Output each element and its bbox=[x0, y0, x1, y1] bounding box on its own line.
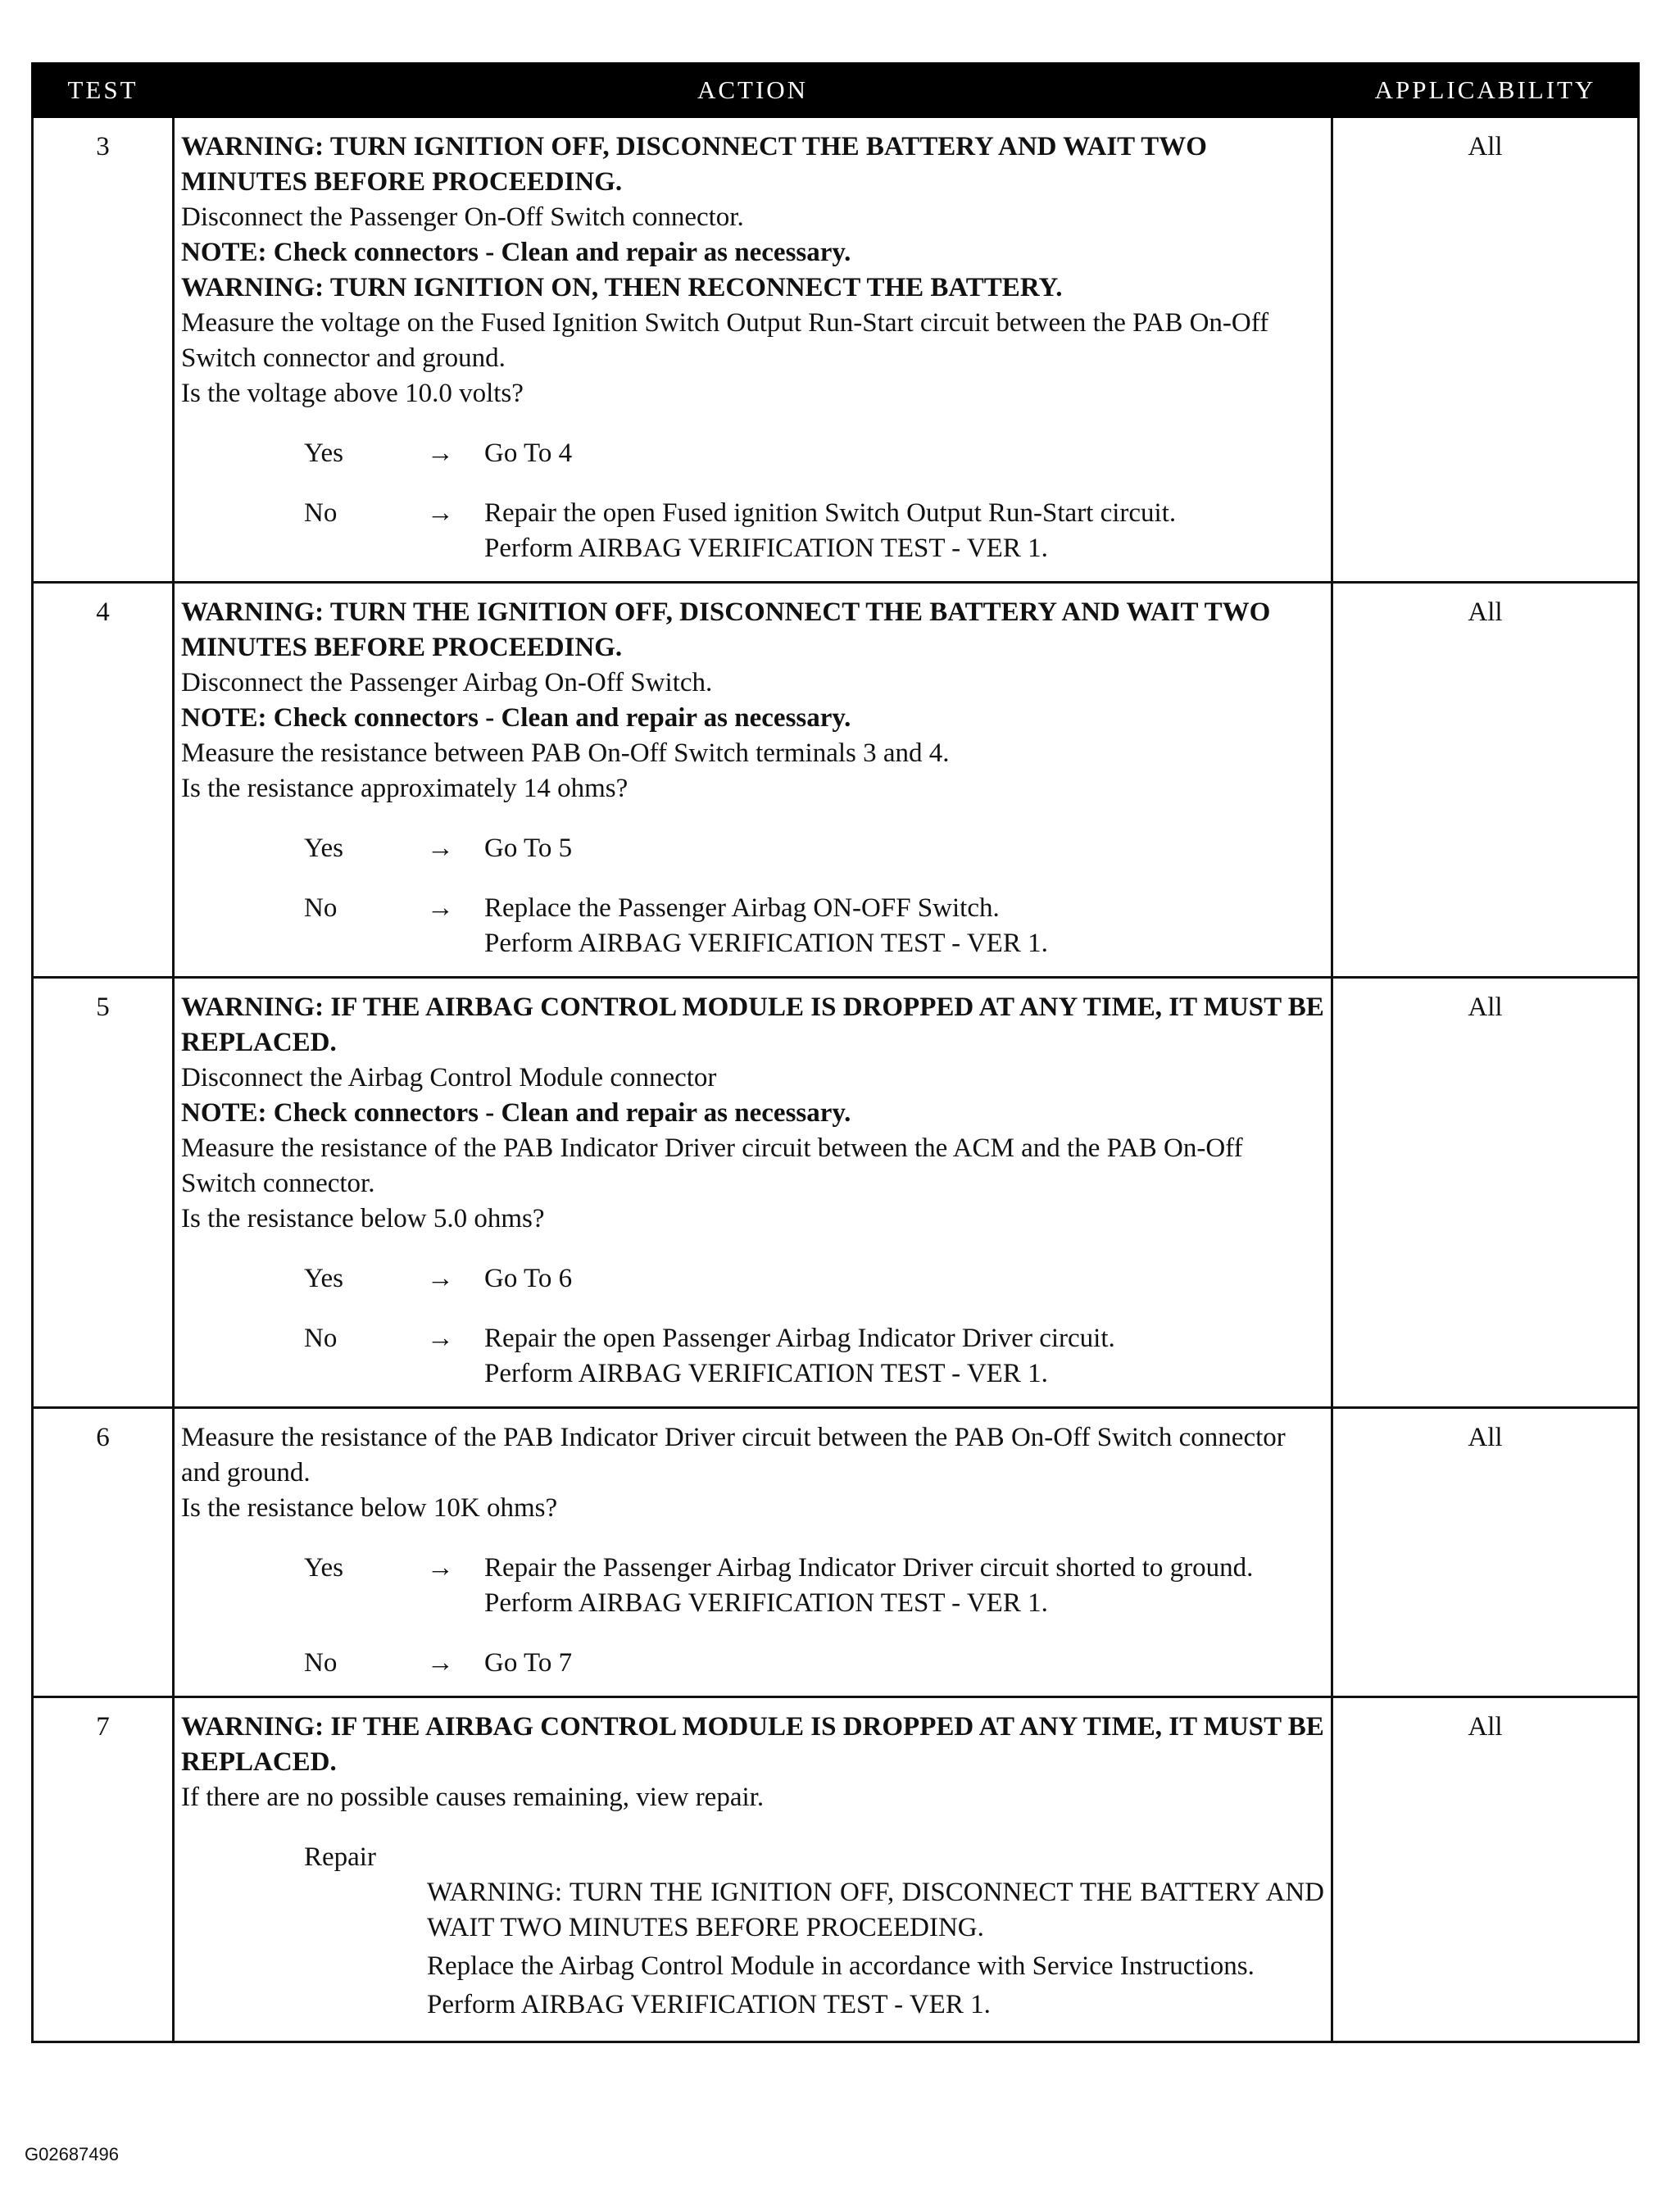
no-label: No bbox=[304, 498, 338, 528]
action-cell bbox=[174, 1408, 1332, 1697]
action-cell bbox=[174, 583, 1332, 978]
yes-result bbox=[484, 436, 1324, 471]
yes-label: Yes bbox=[304, 1264, 344, 1293]
applicability: All bbox=[1332, 1697, 1639, 2042]
yes-label: Yes bbox=[304, 833, 344, 863]
instruction-text: Is the voltage above 10.0 volts? bbox=[181, 379, 524, 408]
result-line: Repair the Passenger Airbag Indicator Driver circuit shorted to ground. bbox=[484, 1553, 1254, 1583]
result-line: Perform AIRBAG VERIFICATION TEST - VER 1. bbox=[484, 1359, 1048, 1388]
arrow-icon: → bbox=[427, 1648, 454, 1678]
arrow-icon: → bbox=[427, 1324, 454, 1353]
arrow-icon: → bbox=[427, 1553, 454, 1583]
test-number: 6 bbox=[33, 1408, 174, 1697]
result-line: Go To 5 bbox=[484, 833, 573, 863]
no-result bbox=[484, 1646, 1324, 1681]
no-result bbox=[484, 891, 1324, 961]
yes-option bbox=[181, 831, 1324, 866]
action-cell bbox=[174, 1697, 1332, 2042]
warning-text: NOTE: Check connectors - Clean and repair as necessary. bbox=[181, 1098, 851, 1128]
no-option bbox=[181, 891, 1324, 961]
test-number: 3 bbox=[33, 117, 174, 583]
applicability: All bbox=[1332, 978, 1639, 1408]
no-result bbox=[484, 496, 1324, 566]
instruction-text: Is the resistance below 10K ohms? bbox=[181, 1493, 558, 1523]
instruction-text: Is the resistance below 5.0 ohms? bbox=[181, 1204, 545, 1233]
no-label: No bbox=[304, 1648, 338, 1678]
instruction-text: Is the resistance approximately 14 ohms? bbox=[181, 774, 629, 803]
instruction-text: Disconnect the Passenger Airbag On-Off Switch. bbox=[181, 668, 713, 697]
warning-text: WARNING: TURN THE IGNITION OFF, DISCONNECT THE BATTERY AND WAIT TWO MINUTES BEFORE PROCEEDING. bbox=[181, 597, 1271, 662]
arrow-icon: → bbox=[427, 1264, 454, 1293]
header-test: TEST bbox=[33, 64, 174, 117]
applicability: All bbox=[1332, 1408, 1639, 1697]
result-line: Repair the open Fused ignition Switch Output Run-Start circuit. bbox=[484, 498, 1177, 528]
instruction-text: Measure the voltage on the Fused Ignition Switch Output Run-Start circuit between the PAB On-Off Switch connector and ground. bbox=[181, 308, 1269, 373]
warning-text: WARNING: IF THE AIRBAG CONTROL MODULE IS DROPPED AT ANY TIME, IT MUST BE REPLACED. bbox=[181, 1712, 1324, 1777]
yes-label: Yes bbox=[304, 1553, 344, 1583]
no-label: No bbox=[304, 893, 338, 923]
result-line: Perform AIRBAG VERIFICATION TEST - VER 1. bbox=[484, 929, 1048, 958]
action-cell bbox=[174, 978, 1332, 1408]
no-label: No bbox=[304, 1324, 338, 1353]
warning-text: NOTE: Check connectors - Clean and repair as necessary. bbox=[181, 703, 851, 733]
applicability: All bbox=[1332, 583, 1639, 978]
arrow-icon: → bbox=[427, 893, 454, 923]
figure-id: G02687496 bbox=[25, 2144, 119, 2164]
instruction-text: Measure the resistance between PAB On-Off Switch terminals 3 and 4. bbox=[181, 738, 950, 768]
table-header-row bbox=[33, 64, 1639, 117]
no-result bbox=[484, 1321, 1324, 1392]
table-row bbox=[33, 583, 1639, 978]
yes-result bbox=[484, 831, 1324, 866]
arrow-icon: → bbox=[427, 833, 454, 863]
table-row bbox=[33, 1697, 1639, 2042]
header-applicability: APPLICABILITY bbox=[1332, 64, 1639, 117]
yes-option bbox=[181, 1261, 1324, 1297]
repair-label: Repair bbox=[304, 1842, 376, 1872]
yes-option bbox=[181, 436, 1324, 471]
yes-result bbox=[484, 1551, 1324, 1621]
instruction-text: Disconnect the Passenger On-Off Switch connector. bbox=[181, 202, 744, 232]
test-number: 4 bbox=[33, 583, 174, 978]
arrow-icon: → bbox=[427, 498, 454, 528]
action-cell bbox=[174, 117, 1332, 583]
instruction-text: Measure the resistance of the PAB Indicator Driver circuit between the PAB On-Off Switch connector and ground. bbox=[181, 1423, 1286, 1488]
no-option bbox=[181, 496, 1324, 566]
repair-line: WARNING: TURN THE IGNITION OFF, DISCONNECT THE BATTERY AND WAIT TWO MINUTES BEFORE PROCEEDING. bbox=[427, 1878, 1324, 1942]
repair-line: Replace the Airbag Control Module in accordance with Service Instructions. bbox=[427, 1951, 1255, 1981]
test-number: 7 bbox=[33, 1697, 174, 2042]
instruction-text: Measure the resistance of the PAB Indicator Driver circuit between the ACM and the PAB On-Off Switch connector. bbox=[181, 1133, 1243, 1198]
applicability: All bbox=[1332, 117, 1639, 583]
instruction-text: Disconnect the Airbag Control Module connector bbox=[181, 1063, 717, 1092]
table-row bbox=[33, 1408, 1639, 1697]
warning-text: NOTE: Check connectors - Clean and repair as necessary. bbox=[181, 238, 851, 267]
result-line: Go To 7 bbox=[484, 1648, 573, 1678]
table-row bbox=[33, 978, 1639, 1408]
warning-text: WARNING: TURN IGNITION ON, THEN RECONNECT THE BATTERY. bbox=[181, 273, 1063, 302]
yes-option bbox=[181, 1551, 1324, 1621]
result-line: Repair the open Passenger Airbag Indicator Driver circuit. bbox=[484, 1324, 1115, 1353]
yes-result bbox=[484, 1261, 1324, 1297]
yes-label: Yes bbox=[304, 438, 344, 468]
table-row bbox=[33, 117, 1639, 583]
test-table bbox=[31, 62, 1640, 2043]
result-line: Go To 6 bbox=[484, 1264, 573, 1293]
repair-line: Perform AIRBAG VERIFICATION TEST - VER 1. bbox=[427, 1990, 991, 2019]
result-line: Replace the Passenger Airbag ON-OFF Switch. bbox=[484, 893, 1000, 923]
result-line: Perform AIRBAG VERIFICATION TEST - VER 1. bbox=[484, 1588, 1048, 1618]
no-option bbox=[181, 1321, 1324, 1392]
arrow-icon: → bbox=[427, 438, 454, 468]
instruction-text: If there are no possible causes remaining, view repair. bbox=[181, 1783, 765, 1812]
header-action: ACTION bbox=[174, 64, 1332, 117]
result-line: Go To 4 bbox=[484, 438, 573, 468]
warning-text: WARNING: TURN IGNITION OFF, DISCONNECT THE BATTERY AND WAIT TWO MINUTES BEFORE PROCEEDING. bbox=[181, 132, 1207, 197]
table-body bbox=[33, 117, 1639, 2042]
warning-text: WARNING: IF THE AIRBAG CONTROL MODULE IS DROPPED AT ANY TIME, IT MUST BE REPLACED. bbox=[181, 992, 1324, 1057]
no-option bbox=[181, 1646, 1324, 1681]
test-number: 5 bbox=[33, 978, 174, 1408]
result-line: Perform AIRBAG VERIFICATION TEST - VER 1. bbox=[484, 534, 1048, 563]
